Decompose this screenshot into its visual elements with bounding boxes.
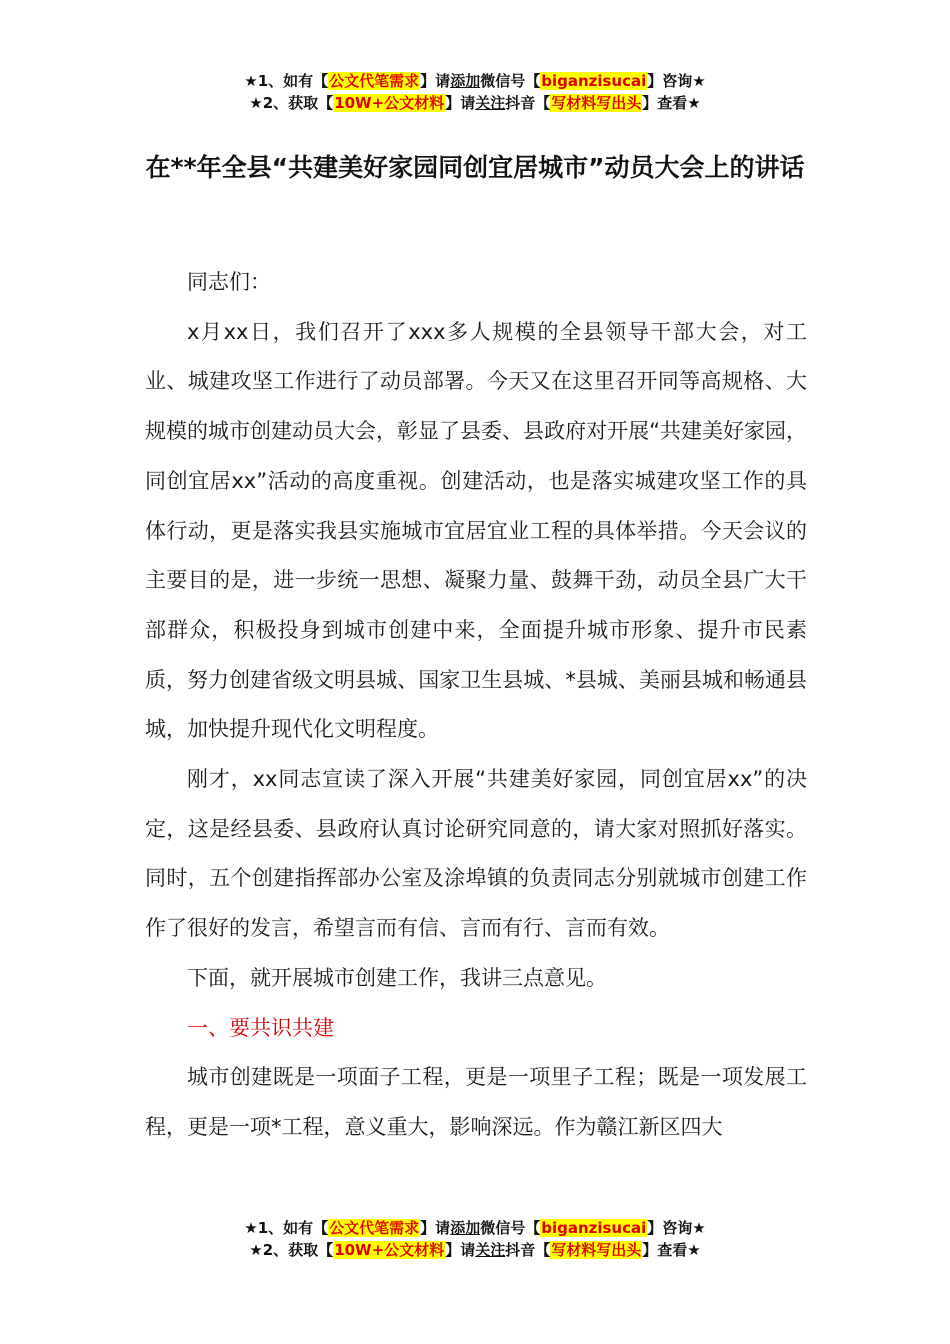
banner-text: 】查看★ [642,94,701,112]
body-paragraph: 刚才，xx同志宣读了深入开展“共建美好家园，同创宜居xx”的决定，这是经县委、县政府认真讨论研究同意的，请大家对照抓好落实。同时，五个创建指挥部办公室及涂埠镇的负责同志分别就城市创建工作作了很好的发言，希望言而有信、言而有行、言而有效。 [145,767,807,941]
banner-highlight: 10W+公文材料 [334,94,445,112]
document-title: 在**年全县“共建美好家园同创宜居城市”动员大会上的讲话 [145,153,805,182]
banner-line-2 [0,92,950,114]
banner-text: ★1、如有【 [244,72,329,90]
banner-highlight: biganzisucai [541,72,647,90]
banner-highlight: 写材料写出头 [551,1241,642,1259]
banner-text: ★1、如有【 [244,1219,329,1237]
banner-underline-text: 关注 [475,94,506,112]
banner-underline-text: 关注 [475,1241,506,1259]
banner-highlight: 写材料写出头 [551,94,642,112]
banner-text: 】咨询★ [647,72,706,90]
banner-text: 】请 [420,72,451,90]
body-paragraph: x月xx日，我们召开了xxx多人规模的全县领导干部大会，对工业、城建攻坚工作进行了动员部署。今天又在这里召开同等高规格、大规模的城市创建动员大会，彰显了县委、县政府对开展“共建美好家园，同创宜居xx”活动的高度重视。创建活动，也是落实城建攻坚工作的具体行动，更是落实我县实施城市宜居宜业工程的具体举措。今天会议的主要目的是，进一步统一思想、凝聚力量、鼓舞干劲，动员全县广大干部群众，积极投身到城市创建中来，全面提升城市形象、提升市民素质，努力创建省级文明县城、国家卫生县城、*县城、美丽县城和畅通县城，加快提升现代化文明程度。 [145,319,807,742]
banner-text: 微信号【 [480,1219,541,1237]
banner-highlight: 公文代笔需求 [329,72,420,90]
banner-line-1 [0,1217,950,1239]
banner-underline-text: 添加 [450,1219,481,1237]
top-banner [0,70,950,114]
banner-text: 微信号【 [480,72,541,90]
banner-line-1 [0,70,950,92]
banner-text: 抖音【 [505,1241,551,1259]
banner-underline-text: 添加 [450,72,481,90]
body-paragraph: 城市创建既是一项面子工程，更是一项里子工程；既是一项发展工程，更是一项*工程，意义重大，影响深远。作为赣江新区四大 [145,1065,807,1139]
banner-highlight: biganzisucai [541,1219,647,1237]
banner-text: 】查看★ [642,1241,701,1259]
bottom-banner [0,1217,950,1261]
body-paragraph: 下面，就开展城市创建工作，我讲三点意见。 [187,965,607,990]
salutation: 同志们： [187,270,271,294]
document-body [145,258,807,1153]
banner-text: 】咨询★ [647,1219,706,1237]
section-heading: 一、要共识共建 [187,1015,334,1040]
banner-text: ★2、获取【 [249,1241,334,1259]
banner-text: 】请 [445,1241,476,1259]
banner-text: 】请 [420,1219,451,1237]
banner-text: 】请 [445,94,476,112]
banner-text: ★2、获取【 [249,94,334,112]
banner-highlight: 公文代笔需求 [329,1219,420,1237]
banner-highlight: 10W+公文材料 [334,1241,445,1259]
banner-text: 抖音【 [505,94,551,112]
banner-line-2 [0,1239,950,1261]
